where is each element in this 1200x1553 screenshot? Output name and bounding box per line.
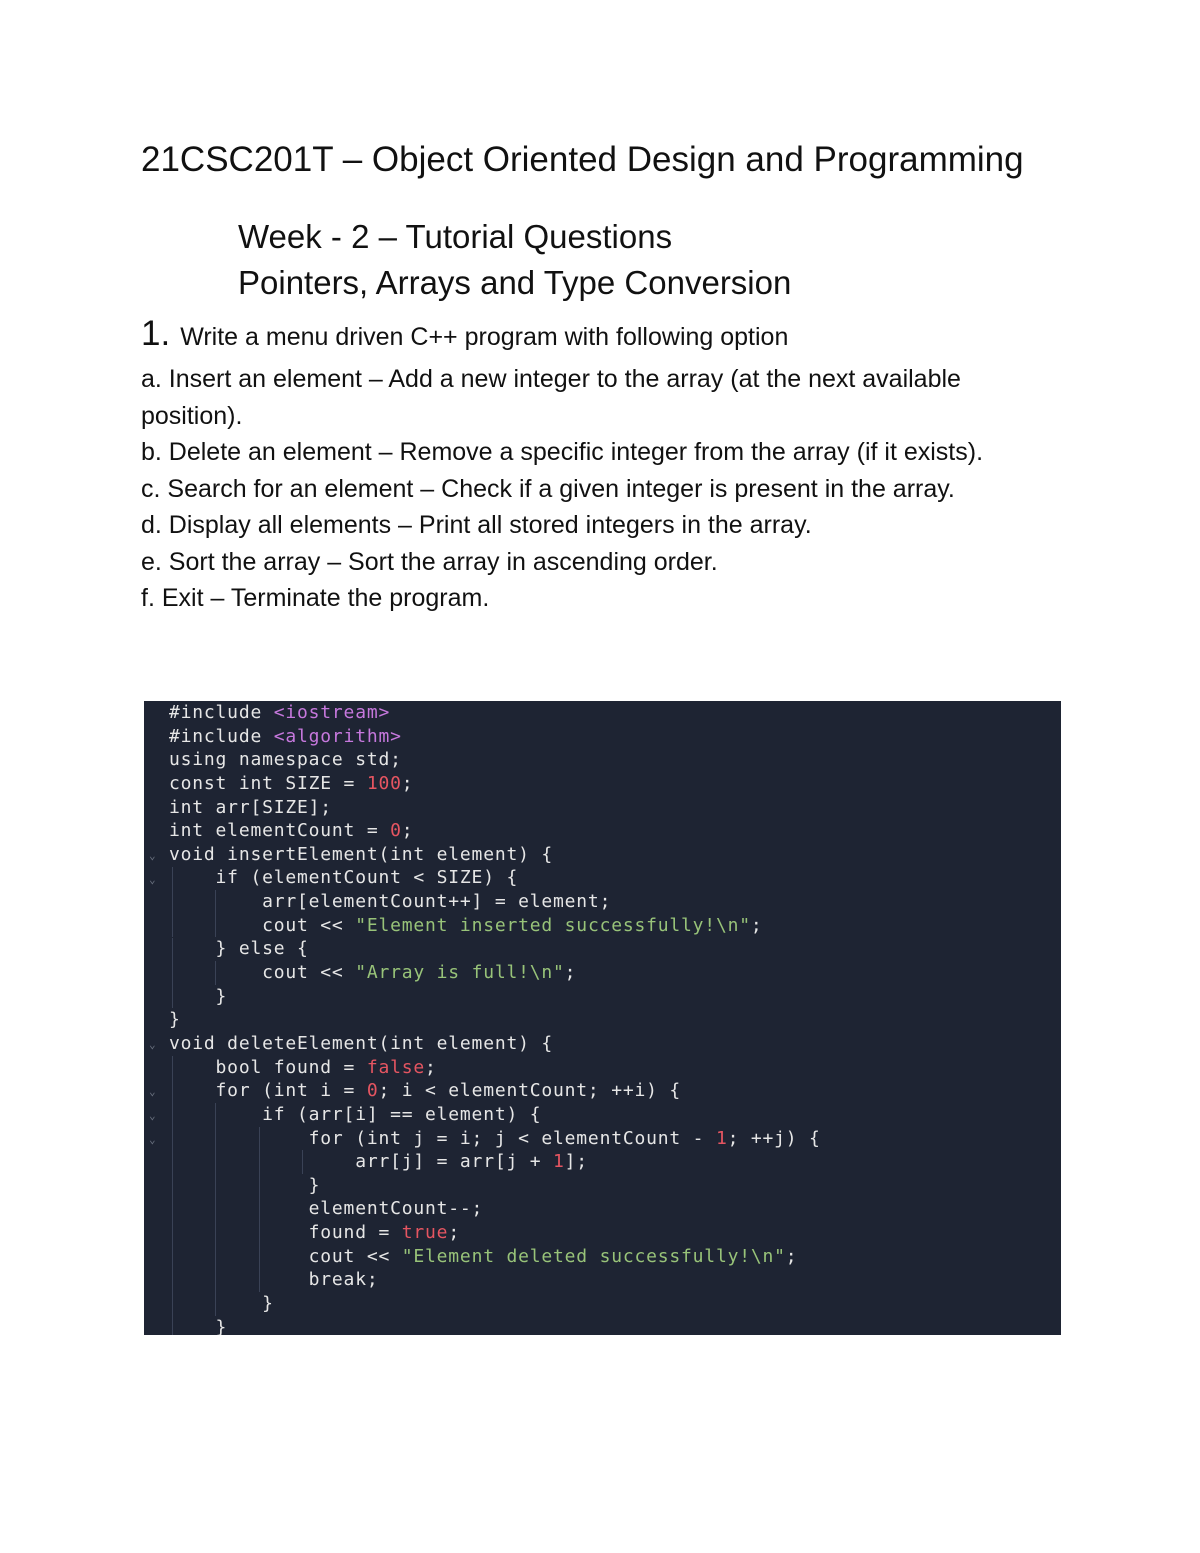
code-line: } else {	[169, 938, 309, 960]
option-b: b. Delete an element – Remove a specific integer from the array (if it exists).	[141, 438, 984, 466]
option-list	[141, 361, 1061, 617]
code-line: cout << "Element inserted successfully!\n";	[169, 914, 763, 936]
code-line: #include <iostream>	[169, 702, 391, 723]
fold-marker-icon[interactable]: ⌄	[149, 1085, 156, 1099]
fold-marker-icon[interactable]: ⌄	[149, 1132, 156, 1146]
code-line: for (int j = i; j < elementCount - 1; ++j) {	[169, 1127, 821, 1149]
option-f: f. Exit – Terminate the program.	[141, 584, 490, 612]
code-line: void deleteElement(int element) {	[169, 1032, 554, 1054]
code-line: const int SIZE = 100;	[169, 772, 414, 794]
topic-heading: Pointers, Arrays and Type Conversion	[238, 264, 792, 301]
code-line: }	[169, 985, 228, 1007]
code-line: int arr[SIZE];	[169, 796, 332, 818]
code-line: cout << "Element deleted successfully!\n";	[169, 1245, 798, 1267]
code-line: }	[169, 1293, 274, 1315]
fold-marker-icon[interactable]: ⌄	[149, 1109, 156, 1123]
code-line: if (elementCount < SIZE) {	[169, 867, 519, 889]
week-heading: Week - 2 – Tutorial Questions	[238, 218, 673, 255]
code-line: #include <algorithm>	[169, 725, 402, 747]
code-line: arr[elementCount++] = element;	[169, 891, 612, 913]
code-line: bool found = false;	[169, 1056, 437, 1078]
fold-marker-icon[interactable]: ⌄	[149, 872, 156, 886]
code-line: }	[169, 1009, 181, 1031]
document-title: 21CSC201T – Object Oriented Design and Programming	[141, 140, 1024, 179]
code-block	[169, 701, 821, 1335]
code-line: void insertElement(int element) {	[169, 843, 554, 865]
question-1	[141, 314, 788, 354]
code-line: arr[j] = arr[j + 1];	[169, 1151, 588, 1173]
code-line: }	[169, 1316, 228, 1335]
code-line: elementCount--;	[169, 1198, 484, 1220]
fold-marker-icon[interactable]: ⌄	[149, 848, 156, 862]
code-line: int elementCount = 0;	[169, 820, 414, 842]
option-c: c. Search for an element – Check if a given integer is present in the array.	[141, 474, 955, 503]
fold-marker-icon[interactable]: ⌄	[149, 1038, 156, 1052]
option-e: e. Sort the array – Sort the array in ascending order.	[141, 547, 718, 576]
question-text: Write a menu driven C++ program with following option	[180, 323, 789, 351]
code-line: for (int i = 0; i < elementCount; ++i) {	[169, 1080, 682, 1102]
code-line: }	[169, 1174, 321, 1196]
code-line: found = true;	[169, 1222, 460, 1244]
question-number: 1.	[141, 314, 171, 353]
code-line: break;	[169, 1269, 379, 1291]
code-line: using namespace std;	[169, 749, 402, 771]
code-line: if (arr[i] == element) {	[169, 1103, 542, 1125]
option-a: a. Insert an element – Add a new integer to the array (at the next available position).	[141, 365, 961, 430]
option-d: d. Display all elements – Print all stored integers in the array.	[141, 511, 812, 539]
code-screenshot	[144, 701, 1061, 1335]
code-line: cout << "Array is full!\n";	[169, 962, 577, 984]
